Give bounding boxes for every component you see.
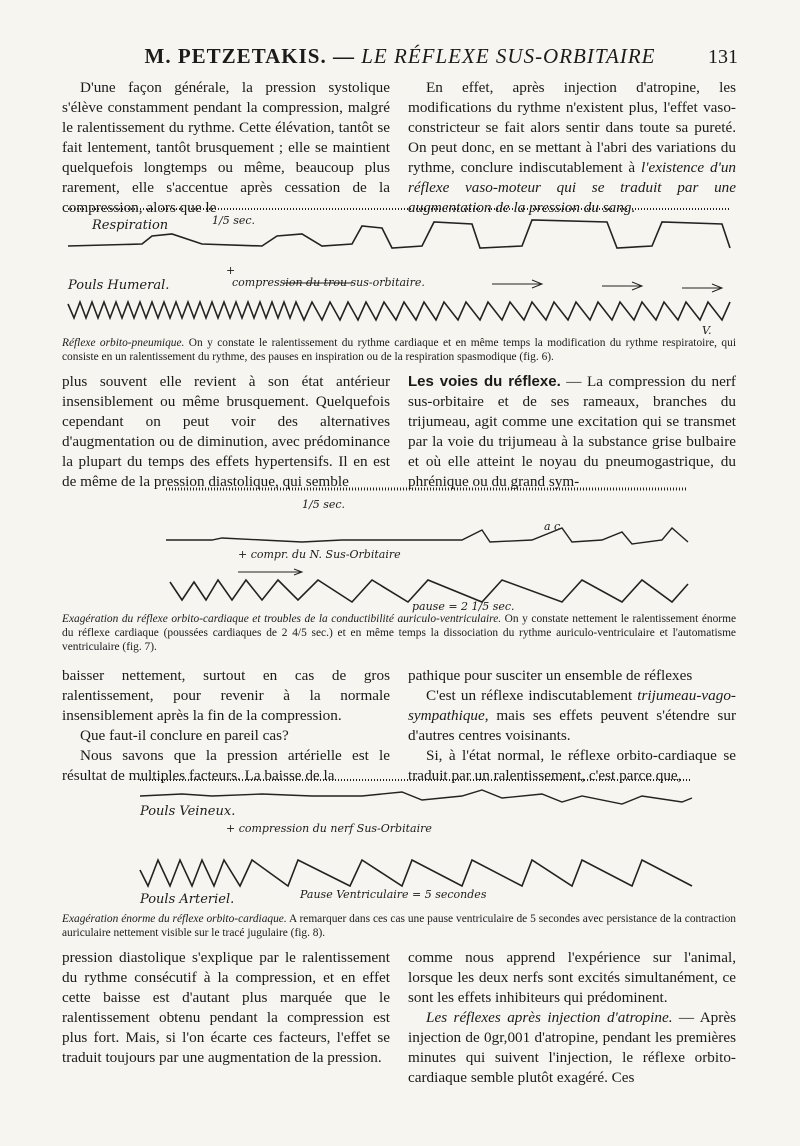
block4-left	[62, 948, 390, 1068]
author: M. PETZETAKIS.	[144, 44, 327, 68]
paragraph: plus souvent elle revient à son état antérieur insensiblement ou même brusquement. Quelquefois cependant on peut voir des alternatives d'augmentation ou de diminution, avec prédominance la plupart du temps des effets hypertensifs. Il en est de même de la pression diastolique, qui semble	[62, 373, 390, 490]
figure-7	[62, 484, 736, 664]
label-compression: + compr. du N. Sus-Orbitaire	[238, 548, 401, 561]
figure-caption: Réflexe orbito-pneumique. On y constate le ralentissement du rythme cardiaque et en même temps la modification du rythme respiratoire, qui consiste en un ralentissement du rythme, des pauses en inspiration ou de la respiration spasmodique (fig. 6).	[62, 337, 736, 363]
pulse-trace	[68, 302, 730, 320]
figure-8	[62, 774, 736, 946]
article-title: LE RÉFLEXE SUS-ORBITAIRE	[361, 44, 656, 68]
running-header	[0, 44, 800, 70]
label-pouls-veineux: Pouls Veineux.	[140, 804, 236, 819]
block3-right	[408, 666, 736, 786]
block3-left	[62, 666, 390, 786]
block1-left	[62, 78, 390, 218]
label-sec: 1/5 sec.	[212, 214, 256, 227]
title-dash: —	[333, 44, 355, 68]
venous-trace	[140, 790, 692, 804]
paragraph: Les voies du réflexe. — La compression du nerf sus-orbitaire et de ses rameaux, branches du trijumeau, agit comme une excitation qui se transmet par la voie du trijumeau à la substance grise bulbaire et où elle atteint le noyau du pneumogastrique, du phrénique ou du grand sym-	[408, 373, 736, 490]
paragraph: comme nous apprend l'expérience sur l'animal, lorsque les deux nerfs sont excités simultanément, ce sont les effets inhibiteurs qui prédominent.	[408, 949, 736, 1006]
auricular-trace	[166, 528, 688, 544]
label-pause: Pause Ventriculaire = 5 secondes	[300, 888, 487, 901]
label-respiration: Respiration	[92, 218, 169, 233]
ventricular-trace	[170, 580, 688, 602]
block4-right	[408, 948, 736, 1088]
paragraph: En effet, après injection d'atropine, les modifications du rythme n'existent plus, l'effet vaso-constricteur se fait alors sentir dans toute sa pureté. On peut donc, en se mettant à l'abri des variations du rythme, conclure indiscutablement à l'existence d'un réflexe vaso-moteur qui se traduit par une augmentation de la pression du sang.	[408, 79, 737, 216]
block2-left	[62, 372, 390, 492]
section-heading: Les réflexes après injection d'atropine.	[426, 1009, 673, 1026]
figure-caption: Exagération du réflexe orbito-cardiaque et troubles de la conductibilité auriculo-ventriculaire. On y constate nettement le ralentissement énorme du réflexe cardiaque (poussées cardiaques de 2 4/5 sec.) et en même temps la dissociation du rythme auriculo-ventriculaire et l'automatisme ventriculaire (fig. 7).	[62, 613, 737, 653]
figure-caption: Exagération énorme du réflexe orbito-cardiaque. A remarquer dans ces cas une pause ventriculaire de 5 secondes avec persistance de la contraction auriculaire nettement visible sur le tracé jugulaire (fig. 8).	[62, 913, 736, 939]
page-number: 131	[708, 46, 738, 68]
paragraph: Nous savons que la pression artérielle est le résultat de multiples facteurs. La baisse de la	[62, 747, 390, 784]
paragraph: pathique pour susciter un ensemble de réflexes	[408, 667, 693, 684]
label-v: V.	[702, 324, 712, 337]
running-title	[0, 44, 800, 69]
paragraph: baisser nettement, surtout en cas de gros ralentissement, pour revenir à la normale insensiblement après la fin de la compression.	[62, 667, 390, 724]
tracing-fig7	[62, 484, 736, 610]
label-pouls-humeral: Pouls Humeral.	[68, 278, 170, 293]
label-pouls-arteriel: Pouls Arteriel.	[140, 892, 235, 907]
arterial-trace	[140, 860, 692, 886]
paragraph: D'une façon générale, la pression systolique s'élève constamment pendant la compression, malgré le ralentissement du rythme. Cette élévation, tantôt se fait lentement, tantôt brusquement ; elle se maintient quelquefois longtemps ou même, beaucoup plus rarement, elle s'accentue après cessation de la compression, alors que le	[62, 79, 390, 216]
paragraph: Les réflexes après injection d'atropine. — Après injection de 0gr,001 d'atropine, pendant les premières minutes qui suivent l'injection, le réflexe orbito-cardiaque semble plutôt exagéré. Ces	[408, 1009, 736, 1086]
paragraph: Que faut-il conclure en pareil cas?	[80, 727, 289, 744]
block2-right	[408, 372, 736, 492]
label-pause: pause = 2 1/5 sec.	[412, 600, 515, 613]
label-sec: 1/5 sec.	[302, 498, 346, 511]
figure-6	[62, 204, 736, 370]
paragraph: C'est un réflexe indiscutablement trijumeau-vago-sympathique, mais ses effets peuvent s'étendre sur d'autres centres voisinants.	[408, 687, 736, 744]
label-plus: +	[226, 264, 236, 277]
paragraph: Si, à l'état normal, le réflexe orbito-cardiaque se traduit par un ralentissement, c'est parce que,	[408, 747, 736, 784]
label-compression: compression du trou sus-orbitaire.	[232, 276, 425, 289]
block1-right	[408, 78, 736, 218]
paragraph: pression diastolique s'explique par le ralentissement du rythme consécutif à la compression, et en effet cette baisse est d'autant plus marquée que le ralentissement obtenu pendant la compression est plus fort. Mais, si l'on écarte ces facteurs, l'effet se traduit toujours par une augmentation de la pression.	[62, 949, 390, 1066]
label-ac: a c	[544, 520, 561, 533]
section-heading: Les voies du réflexe.	[408, 373, 561, 390]
label-compression: + compression du nerf Sus-Orbitaire	[226, 822, 432, 835]
